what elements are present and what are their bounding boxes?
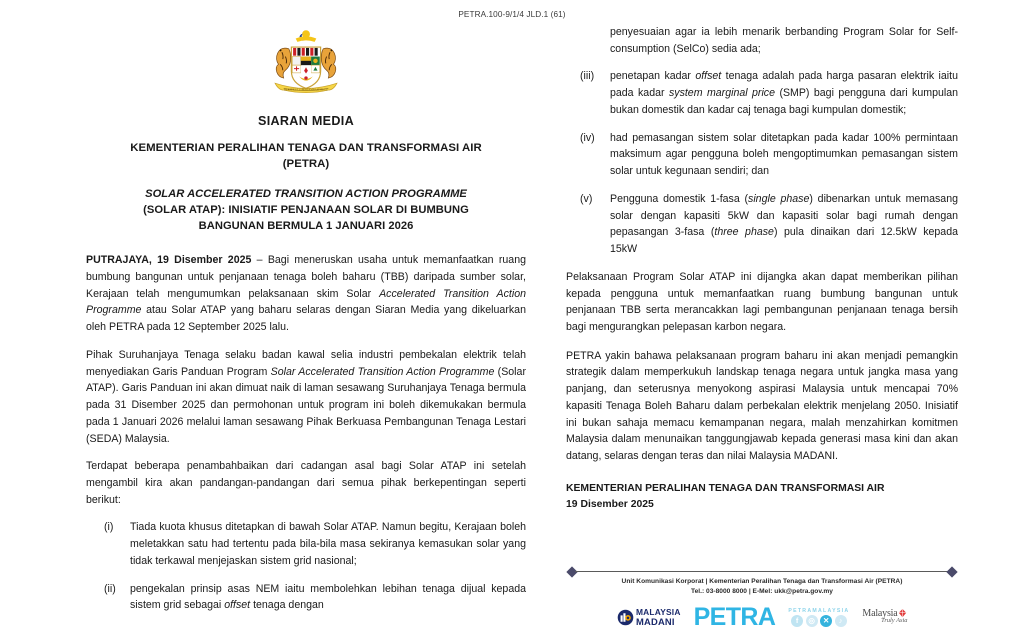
svg-text:BERSEKUTU BERTAMBAH MUTU: BERSEKUTU BERTAMBAH MUTU [284,87,328,92]
madani-mark-icon [617,609,634,626]
continuation-spacer [566,24,610,57]
list-item [86,581,526,614]
item-text-a: had pemasangan sistem solar ditetapkan pada kadar 100% permintaan maksimum agar pengguna boleh mengoptimumkan pemasangan sistem solar untuk kegunaan sendiri; dan [610,131,958,178]
malaysia-truly-asia-logo [862,609,907,624]
tiktok-icon[interactable]: ♪ [835,615,847,627]
divider-line [575,571,949,572]
paragraph-guideline [86,347,526,447]
item-text-a: Tiada kuota khusus ditetapkan di bawah Solar ATAP. Namun begitu, Kerajaan boleh meletakkan satu had tertentu pada bila-bila masa sekiranya kemasukan solar yang tidak terkawal menjejaskan sistem grid nasional; [130,521,526,567]
dateline: PUTRAJAYA, 19 Disember 2025 [86,254,252,267]
signature-date: 19 Disember 2025 [566,498,654,510]
list-item [86,519,526,569]
item-text-a: pengekalan prinsip asas NEM iaitu membolehkan lebihan tenaga dijual kepada sistem grid sebagai [130,582,526,612]
list-marker: (iv) [580,131,595,144]
item-text-b: ) dibenarkan untuk memasang solar dengan kapasiti 5kW dan kapasiti solar bagi rumah dengan pepasangan 3-fasa ( [610,192,958,239]
improvements-list-right [566,68,958,257]
document-reference: PETRA.100-9/1/4 JLD.1 (61) [458,10,566,19]
page-footer [566,566,958,632]
social-icon-row [791,615,847,627]
item-text-c: (SMP) bagi pengguna dari kumpulan bukan domestik dan kadar caj tenaga bagi kumpulan domestik; [610,87,958,116]
petra-wordmark: PETRA [693,602,776,631]
madani-line1: MALAYSIA [636,607,681,618]
release-title-programme: SOLAR ACCELERATED TRANSITION ACTION PROGRAMME [145,188,467,201]
ministry-name-line: KEMENTERIAN PERALIHAN TENAGA DAN TRANSFORMASI AIR [130,142,482,154]
list-item [566,191,958,258]
release-title-line3: BANGUNAN BERMULA 1 JANUARI 2026 [198,220,414,233]
right-column [566,24,958,512]
emblem-container [86,28,526,104]
footer-divider [566,566,958,576]
list-item [566,68,958,118]
item-text-a: penetapan kadar [610,70,696,83]
paragraph-improvements-intro: Terdapat beberapa penambahbaikan dari cadangan asal bagi Solar ATAP ini setelah mengambil kira akan pandangan-pandangan dari semua pihak berkepentingan seperti berikut: [86,460,526,506]
ministry-heading [86,141,526,172]
item-text-a: Pengguna domestik 1-fasa ( [610,192,749,205]
petra-social-cluster [788,608,849,627]
para2-text-b: (Solar ATAP). Garis Panduan ini akan dimuat naik di laman sesawang Suruhanjaya Tenaga bermula pada 31 Disember 2025 dan permohonan untuk program ini boleh dikemukakan bermula pada 1 Januari 2026 melalui laman sesawang Pihak Berkuasa Pembangunan Tenaga Lestari (SEDA) Malaysia. [86,365,526,445]
list-marker: (ii) [104,582,116,595]
madani-wordmark [636,608,681,626]
item-italic-a: offset [695,70,722,83]
madani-line2: MADANI [636,615,675,627]
item-italic-a: single phase [748,192,810,205]
page-title: SIARAN MEDIA [258,114,354,128]
left-column [86,24,526,625]
para1-text-a: – Bagi meneruskan usaha untuk memanfaatkan ruang bumbung bangunan untuk penjanaan tenaga boleh baharu (TBB) daripada sumber solar, Kerajaan telah mengumumkan pelaksanaan skim Solar [86,254,526,300]
signature-block [566,481,958,512]
footer-contact [566,577,958,597]
paragraph-closing-1: Pelaksanaan Program Solar ATAP ini dijangka akan dapat memberikan pilihan kepada pengguna untuk memanfaatkan ruang bumbung bangunan untuk penjanaan TBB serta merancakkan lagi pembangunan penjanaan tenaga bersih bagi mengurangkan pelepasan karbon negara. [566,270,958,334]
list-item-text [610,130,958,180]
footer-contact-line2: Tel.: 03-8000 8000 | E-Mel: ukk@petra.gov.my [691,588,833,596]
item-italic-b: three phase [714,226,774,239]
truly-asia-tagline: Truly Asia [881,617,908,625]
release-title-line2: (SOLAR ATAP): INISIATIF PENJANAAN SOLAR DI BUMBUNG [143,204,469,217]
malaysia-coat-of-arms-icon [263,28,349,104]
release-title [86,187,526,235]
diamond-right-icon [946,566,957,577]
para1-italic-a: Accelerated Transition Action Programme [86,287,526,317]
instagram-icon[interactable]: ◎ [806,615,818,627]
list-item-text [610,68,958,118]
improvements-list-left [86,519,526,614]
para2-italic-a: Solar Accelerated Transition Action Programme [270,365,495,378]
continuation-text: penyesuaian agar ia lebih menarik berbanding Program Solar for Self-consumption (SelCo) sedia ada; [610,26,958,55]
footer-logo-strip [566,602,958,632]
list-item-text [610,191,958,258]
continuation-block [566,24,958,57]
item-italic-b: system marginal price [668,87,775,100]
x-twitter-icon[interactable]: ✕ [820,615,832,627]
signature-ministry: KEMENTERIAN PERALIHAN TENAGA DAN TRANSFORMASI AIR [566,482,885,494]
item-text-b: tenaga adalah pada harga pasaran elektrik iaitu pada kadar [610,70,958,100]
list-item-text [130,581,526,614]
list-item-text [130,519,526,569]
list-marker: (i) [104,521,114,534]
footer-contact-line1: Unit Komunikasi Korporat | Kementerian Peralihan Tenaga dan Transformasi Air (PETRA) [621,578,903,586]
item-italic-a: offset [224,599,251,612]
ministry-abbrev-line: (PETRA) [282,157,330,170]
item-text-b: tenaga dengan [250,599,324,612]
truly-asia-wordmark: Malaysia [862,608,898,620]
facebook-icon[interactable]: f [791,615,803,627]
malaysia-madani-logo [617,608,681,626]
list-item [566,130,958,180]
para1-text-b: atau Solar ATAP yang baharu selaras dengan Siaran Media yang dikeluarkan oleh PETRA pada 12 September 2025 lalu. [86,304,526,334]
item-text-c: ) pula dinaikan dari 12.5kW kepada 15kW [610,226,958,256]
social-caption: PETRAMALAYSIA [788,607,850,614]
para2-text-a: Pihak Suruhanjaya Tenaga selaku badan kawal selia industri pembekalan elektrik telah menyediakan Garis Panduan Program [86,348,526,378]
two-column-body [0,24,1024,638]
paragraph-closing-2: PETRA yakin bahawa pelaksanaan program baharu ini akan menjadi pemangkin strategik dalam memperkukuh landskap tenaga negara untuk jangka masa yang panjang, dan seterusnya menyokong aspirasi Malaysia untuk mencapai 70% kapasiti Tenaga Boleh Baharu dalam perbekalan elektrik menjelang 2050. Inisiatif ini bukan sahaja memacu kemampanan negara, malah menzahirkan komitmen Malaysia dalam menunaikan tanggungjawab kepada generasi masa kini dan akan datang, selaras dengan teras dan nilai Malaysia MADANI. [566,349,958,463]
list-marker: (v) [580,192,593,205]
list-marker: (iii) [580,70,595,83]
paragraph-dateline [86,252,526,336]
